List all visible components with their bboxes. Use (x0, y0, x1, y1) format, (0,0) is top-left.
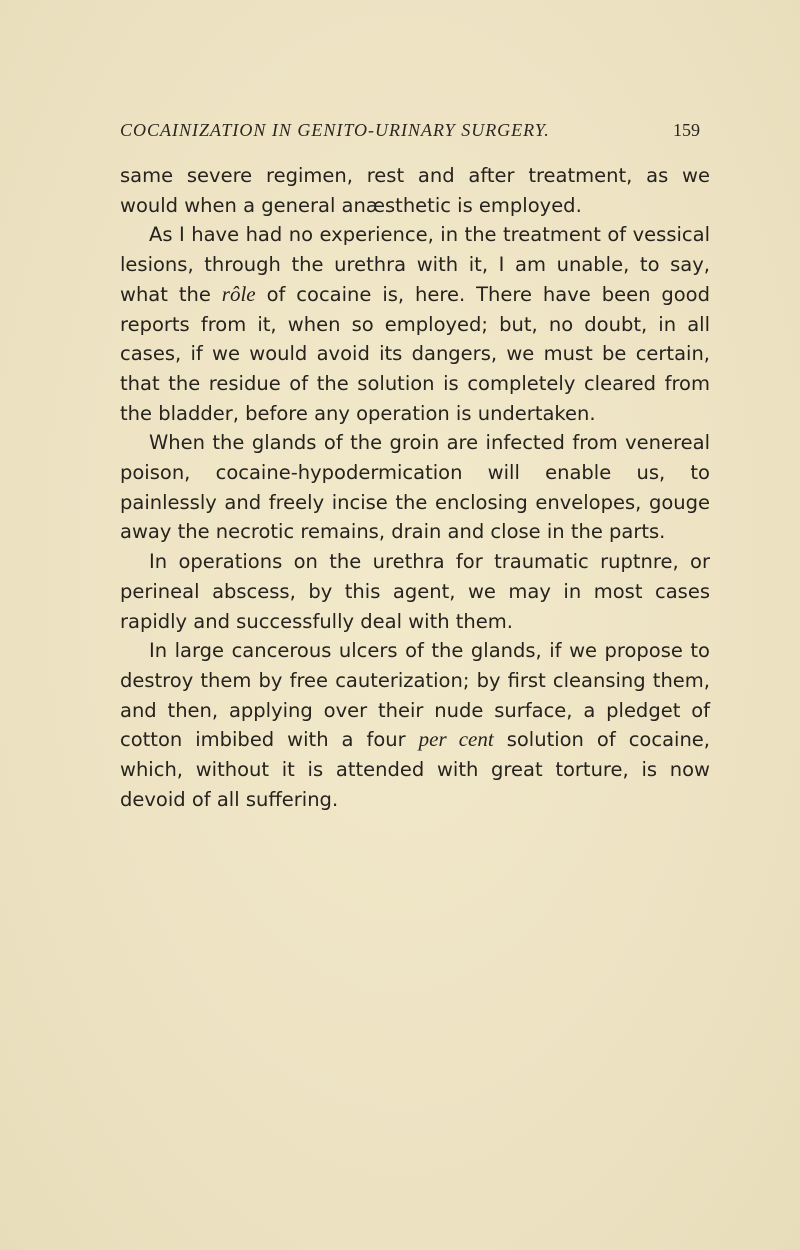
paragraph-text: In operations on the urethra for traumatic ruptnre, or perineal abscess, by this agent, we may in most cases rapidly and successfully deal with them. (120, 550, 710, 633)
paragraph-text: of cocaine is, here. There have been good reports from it, when so employed; but, no doubt, in all cases, if we would avoid its dangers, we must be certain, that the residue of the solution is completely cleared from the bladder, before any operation is undertaken. (120, 282, 710, 425)
paragraph-text: solution of cocaine, which, without it is attended with great torture, is now devoid of all suffering. (120, 728, 710, 811)
body-text (120, 161, 710, 814)
paragraph-4 (120, 547, 710, 636)
running-title: COCAINIZATION IN GENITO-URINARY SURGERY. (120, 120, 550, 140)
paragraph-1 (120, 161, 710, 220)
paragraph-text: In large cancerous ulcers of the glands, if we propose to destroy them by free cauterization; by first cleansing them, and then, applying over their nude surface, a pledget of cotton imbibed with a four (120, 639, 710, 752)
running-head (120, 120, 700, 146)
italic-term-per-cent: per cent (418, 727, 494, 752)
paragraph-2 (120, 220, 710, 428)
paragraph-text: same severe regimen, rest and after treatment, as we would when a general anæsthetic is employed. (120, 164, 710, 217)
paragraph-3 (120, 428, 710, 547)
italic-term-role: rôle (221, 281, 256, 306)
paragraph-text: When the glands of the groin are infected from venereal poison, cocaine-hypodermication will enable us, to painlessly and freely incise the enclosing envelopes, gouge away the necrotic remains, drain and close in the parts. (120, 431, 710, 544)
paragraph-text: As I have had no experience, in the treatment of vessical lesions, through the urethra with it, I am unable, to say, what the (120, 223, 710, 306)
paragraph-5 (120, 636, 710, 814)
page-number: 159 (673, 120, 700, 140)
